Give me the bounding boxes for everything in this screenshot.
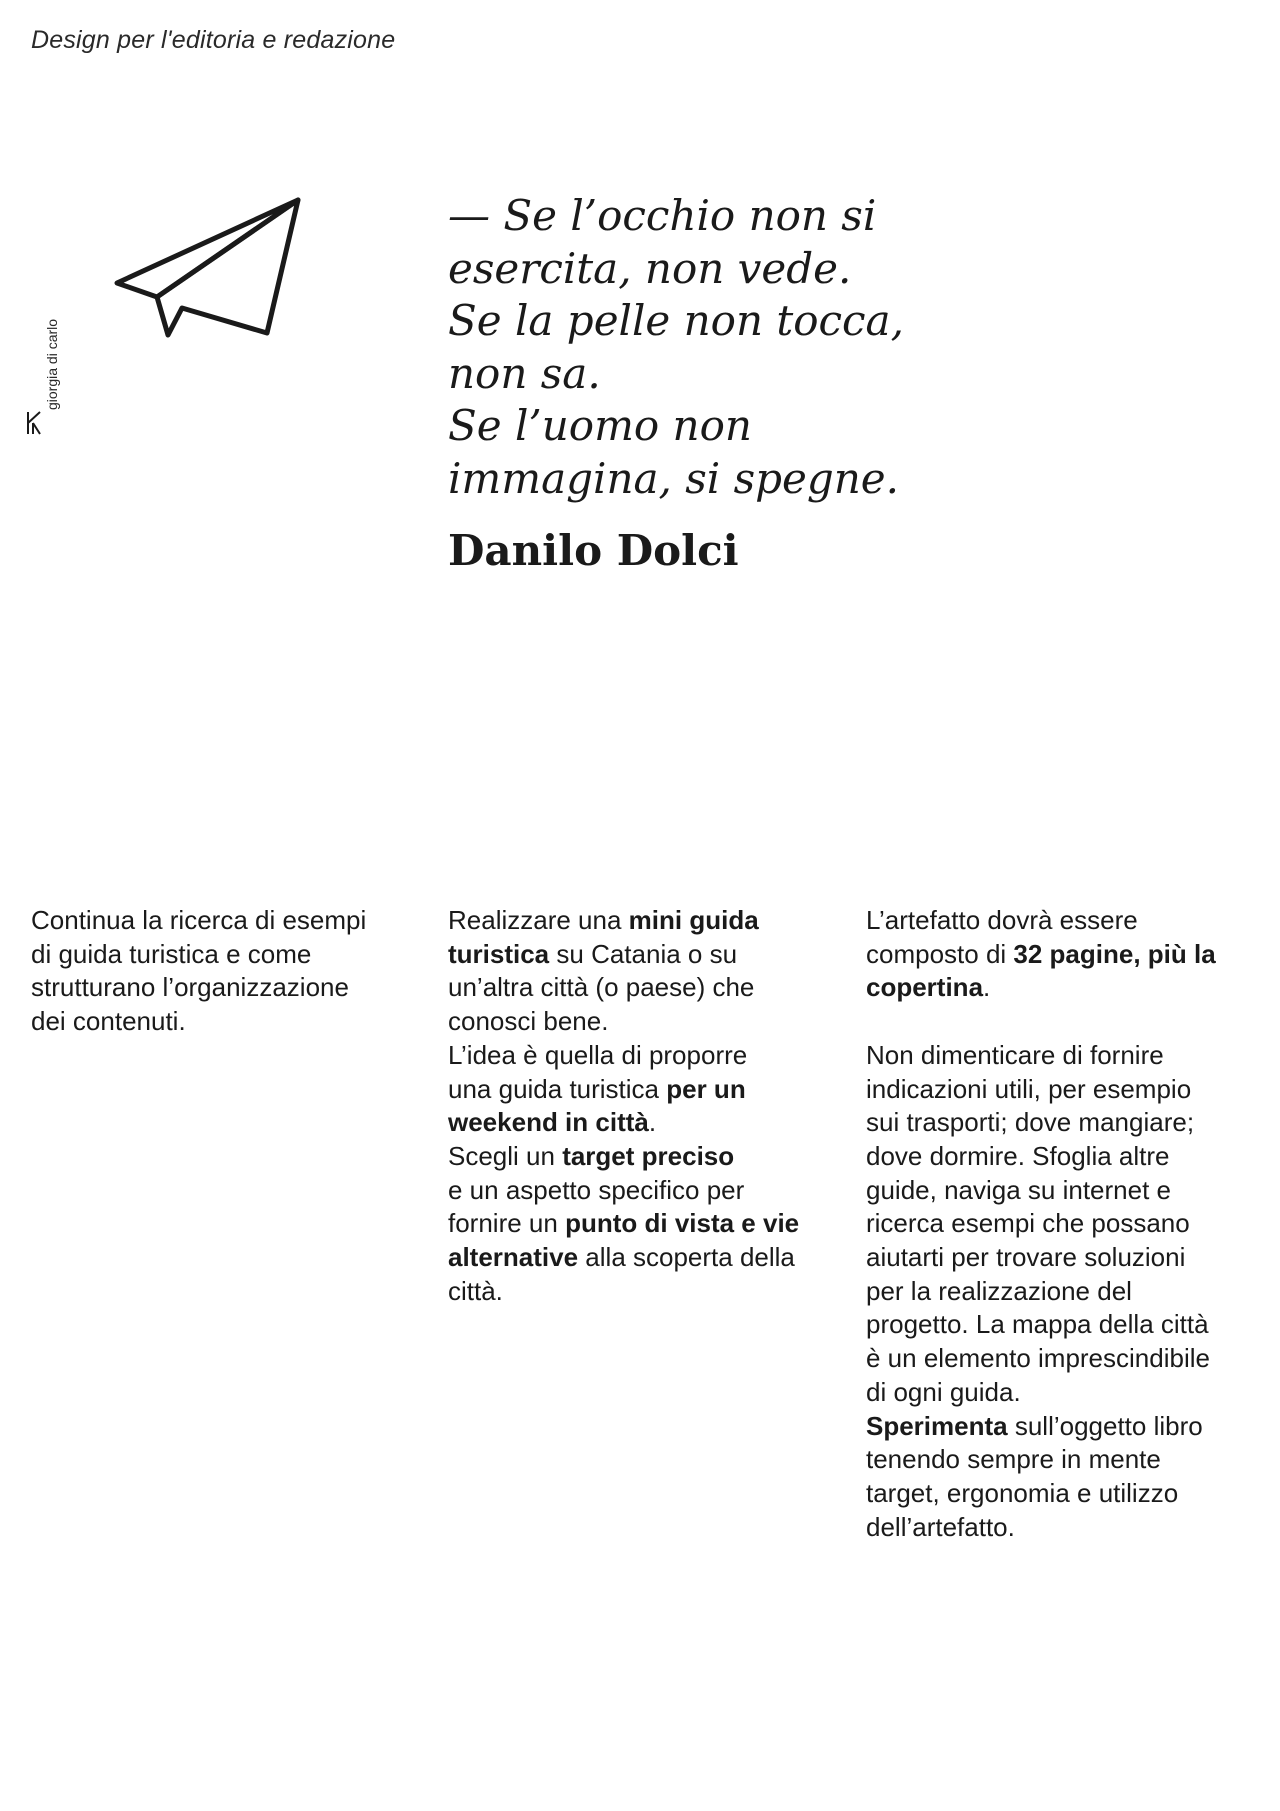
text-line: è un elemento imprescindibile <box>866 1343 1210 1374</box>
text-column-2 <box>448 904 833 1308</box>
text-line: fornire un punto di vista e vie <box>448 1208 800 1239</box>
text-line: Realizzare una mini guida <box>448 905 759 935</box>
text-line: aiutarti per trovare soluzioni <box>866 1242 1186 1273</box>
quote-line: esercita, non vede. <box>448 243 852 293</box>
bold-text: mini guida <box>628 905 759 935</box>
paragraph-gap <box>866 1005 1266 1039</box>
quote-author: Danilo Dolci <box>448 526 739 575</box>
text-line: target, ergonomia e utilizzo <box>866 1477 1179 1508</box>
brand-name: giorgia di carlo <box>44 318 60 410</box>
text-line: Continua la ricerca di esempi <box>31 905 367 935</box>
quote-line: non sa. <box>448 348 601 398</box>
bold-text: turistica <box>448 938 550 969</box>
text-line: indicazioni utili, per esempio <box>866 1073 1192 1104</box>
text-line: guide, naviga su internet e <box>866 1174 1171 1205</box>
text-line: Scegli un target preciso <box>448 1140 735 1171</box>
text-line: weekend in città. <box>448 1107 657 1138</box>
text-column-3 <box>866 904 1266 1544</box>
side-brand <box>22 300 60 450</box>
text-line: composto di 32 pagine, più la <box>866 938 1216 969</box>
bold-text: copertina <box>866 972 984 1003</box>
bold-text: target preciso <box>562 1140 735 1171</box>
text-line: e un aspetto specifico per <box>448 1174 745 1205</box>
text-column-1 <box>31 904 416 1039</box>
text-line: turistica su Catania o su <box>448 938 738 969</box>
bold-text: alternative <box>448 1242 579 1273</box>
text-line: Sperimenta sull’oggetto libro <box>866 1410 1203 1441</box>
bold-text: punto di vista e vie <box>565 1208 800 1239</box>
text-line: dei contenuti. <box>31 1006 186 1037</box>
quote-block <box>448 190 908 577</box>
text-line: dove dormire. Sfoglia altre <box>866 1140 1170 1171</box>
bold-text: weekend in città <box>448 1107 649 1138</box>
quote-line: immagina, si spegne. <box>448 453 900 503</box>
text-line: conosci bene. <box>448 1006 609 1037</box>
page-header-title: Design per l'editoria e redazione <box>31 26 396 54</box>
bold-text: Sperimenta <box>866 1410 1008 1441</box>
text-line: di guida turistica e come <box>31 938 312 969</box>
text-line: dell’artefatto. <box>866 1511 1015 1542</box>
text-line: progetto. La mappa della città <box>866 1309 1209 1340</box>
bold-text: 32 pagine, più la <box>1013 938 1216 969</box>
text-line: L’idea è quella di proporre <box>448 1039 748 1070</box>
text-line: per la realizzazione del <box>866 1275 1132 1306</box>
paper-plane-icon <box>112 195 312 345</box>
text-line: L’artefatto dovrà essere <box>866 905 1138 935</box>
quote-line: — Se l’occhio non si <box>448 191 877 240</box>
text-line: sui trasporti; dove mangiare; <box>866 1107 1195 1138</box>
text-line: un’altra città (o paese) che <box>448 972 755 1003</box>
text-line: strutturano l’organizzazione <box>31 972 349 1003</box>
text-line: ricerca esempi che possano <box>866 1208 1190 1239</box>
gdc-monogram-icon <box>24 410 44 436</box>
text-line: Non dimenticare di fornire <box>866 1039 1164 1070</box>
text-line: di ogni guida. <box>866 1376 1021 1407</box>
text-line: una guida turistica per un <box>448 1073 746 1104</box>
bold-text: per un <box>666 1073 746 1104</box>
text-line: alternative alla scoperta della <box>448 1242 795 1273</box>
quote-line: Se la pelle non tocca, <box>448 296 904 345</box>
text-line: copertina. <box>866 972 991 1003</box>
text-line: città. <box>448 1275 503 1306</box>
text-line: tenendo sempre in mente <box>866 1444 1161 1475</box>
quote-line: Se l’uomo non <box>448 401 752 450</box>
